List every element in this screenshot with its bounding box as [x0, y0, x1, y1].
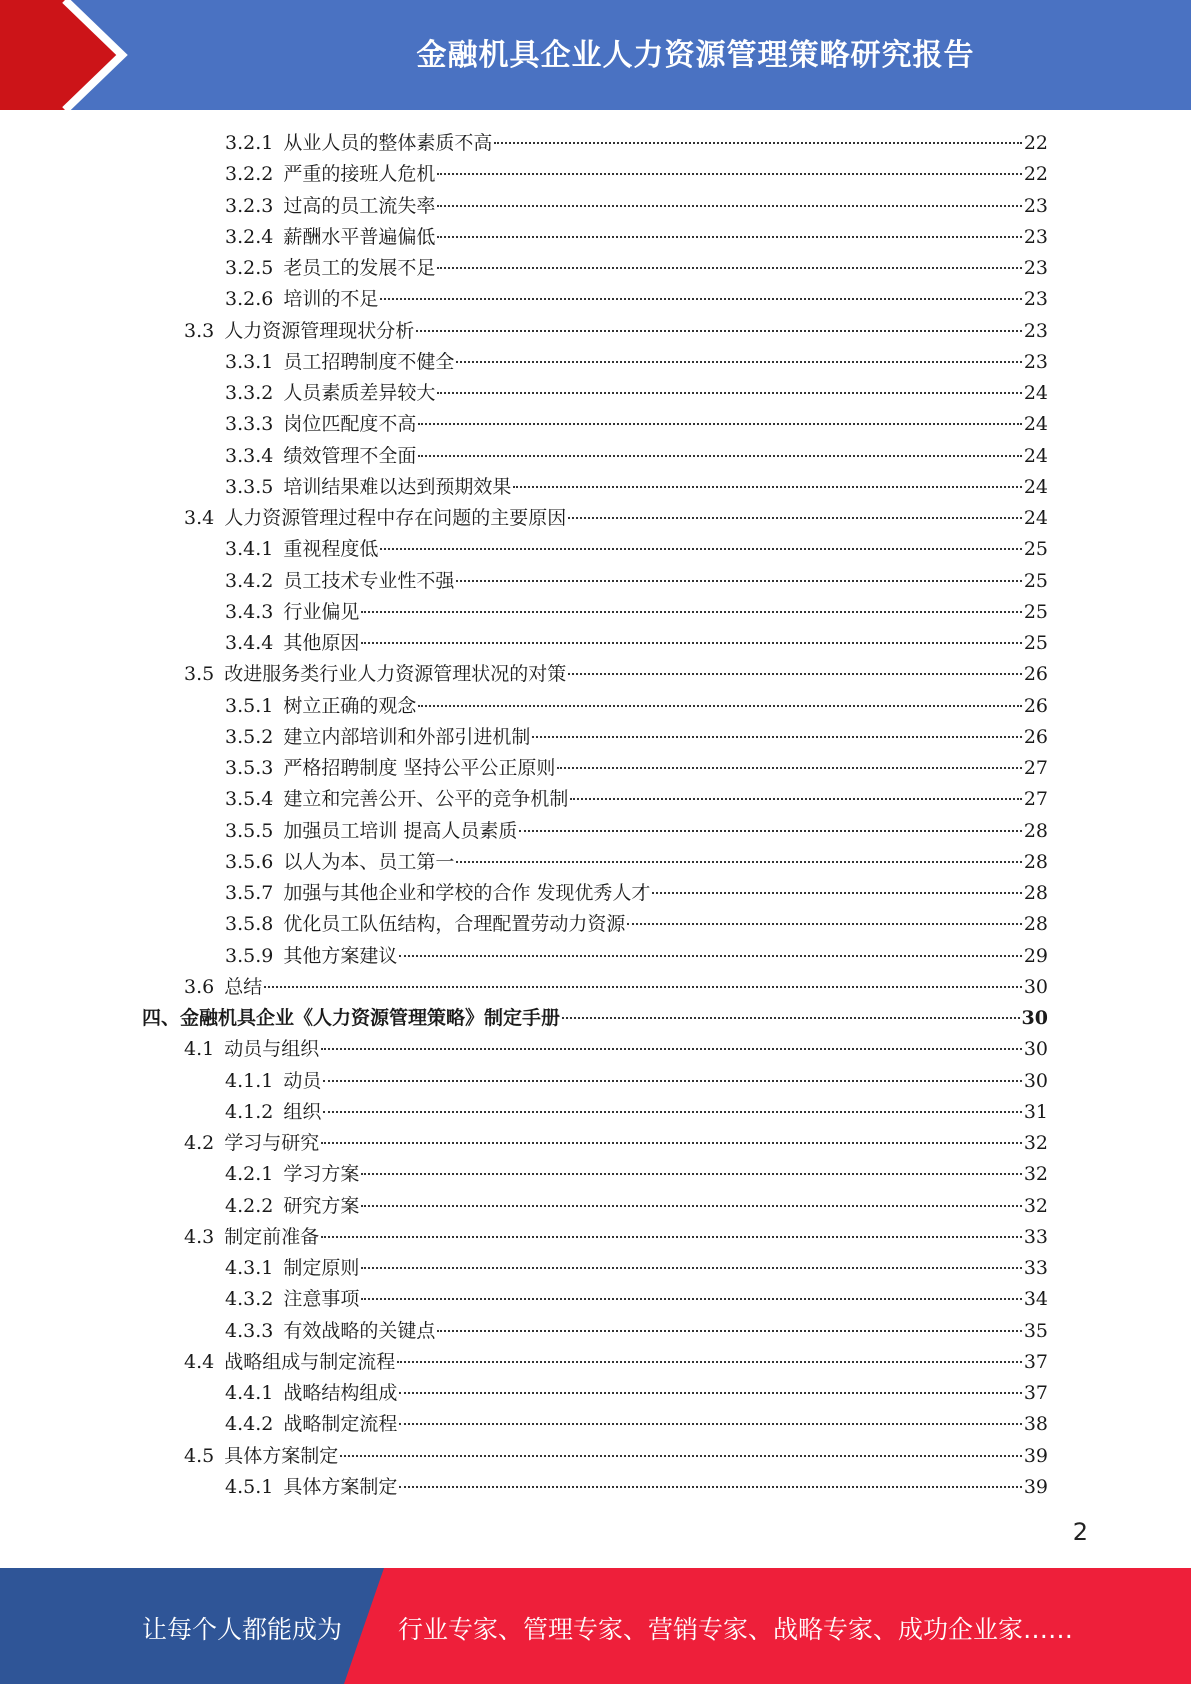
- toc-entry-page: 32: [1023, 1163, 1048, 1185]
- toc-dot-leader: [397, 1361, 1022, 1363]
- toc-dot-leader: [361, 642, 1021, 644]
- toc-dot-leader: [321, 1142, 1022, 1144]
- toc-entry[interactable]: [184, 1034, 1048, 1065]
- toc-entry-title: 人力资源管理过程中存在问题的主要原因: [224, 507, 567, 529]
- toc-entry[interactable]: [225, 378, 1048, 409]
- toc-entry[interactable]: [225, 409, 1048, 440]
- toc-entry-page: 26: [1023, 695, 1048, 717]
- toc-entry-page: 25: [1023, 538, 1048, 560]
- toc-dot-leader: [519, 830, 1021, 832]
- toc-dot-leader: [399, 1392, 1021, 1394]
- toc-entry-number: 3.2.1: [225, 132, 274, 154]
- toc-entry-number: 4.2.2: [225, 1195, 274, 1217]
- toc-dot-leader: [437, 205, 1021, 207]
- toc-entry-page: 24: [1023, 413, 1048, 435]
- toc-entry[interactable]: [225, 1253, 1048, 1284]
- toc-entry-number: 3.5.3: [225, 757, 274, 779]
- toc-entry-page: 28: [1023, 882, 1048, 904]
- toc-entry-title: 具体方案制定: [283, 1476, 398, 1498]
- toc-entry-number: 4.3: [184, 1226, 215, 1248]
- toc-dot-leader: [652, 892, 1021, 894]
- toc-entry-page: 33: [1023, 1257, 1048, 1279]
- toc-entry-title: 绩效管理不全面: [283, 445, 417, 467]
- toc-entry-page: 27: [1023, 757, 1048, 779]
- toc-entry-page: 37: [1023, 1382, 1048, 1404]
- toc-dot-leader: [494, 142, 1021, 144]
- toc-entry-title: 战略结构组成: [283, 1382, 398, 1404]
- toc-entry[interactable]: [184, 503, 1048, 534]
- page-number: 2: [1072, 1518, 1088, 1546]
- toc-entry-title: 改进服务类行业人力资源管理状况的对策: [224, 663, 567, 685]
- toc-entry-number: 3.3.5: [225, 476, 274, 498]
- toc-entry-number: 3.5: [184, 663, 215, 685]
- toc-entry-title: 制定前准备: [224, 1226, 320, 1248]
- toc-entry-number: 3.2.4: [225, 226, 274, 248]
- toc-entry-number: 3.5.7: [225, 882, 274, 904]
- toc-entry[interactable]: [225, 347, 1048, 378]
- toc-entry[interactable]: [225, 1472, 1048, 1503]
- toc-dot-leader: [437, 392, 1021, 394]
- toc-dot-leader: [562, 1017, 1020, 1019]
- toc-entry-page: 30: [1023, 1070, 1048, 1092]
- toc-dot-leader: [568, 673, 1022, 675]
- toc-entry-number: 3.2.2: [225, 163, 274, 185]
- toc-entry[interactable]: [225, 909, 1048, 940]
- toc-entry-number: 4.1: [184, 1038, 215, 1060]
- toc-entry-title: 员工技术专业性不强: [283, 570, 455, 592]
- toc-dot-leader: [399, 1486, 1021, 1488]
- toc-entry-number: 3.3.1: [225, 351, 274, 373]
- toc-dot-leader: [437, 267, 1021, 269]
- toc-entry-number: 3.6: [184, 976, 215, 998]
- toc-dot-leader: [264, 986, 1022, 988]
- toc-dot-leader: [380, 298, 1021, 300]
- toc-entry[interactable]: [225, 253, 1048, 284]
- report-title: 金融机具企业人力资源管理策略研究报告: [416, 38, 975, 73]
- toc-entry-page: 34: [1023, 1288, 1048, 1310]
- toc-entry-title: 研究方案: [283, 1195, 360, 1217]
- toc-entry-title: 培训结果难以达到预期效果: [283, 476, 512, 498]
- toc-entry-title: 建立和完善公开、公平的竞争机制: [283, 788, 569, 810]
- toc-entry-number: 3.4.4: [225, 632, 274, 654]
- toc-entry-title: 从业人员的整体素质不高: [283, 132, 493, 154]
- toc-entry-number: 3.2.6: [225, 288, 274, 310]
- toc-entry-title: 重视程度低: [283, 538, 379, 560]
- toc-entry[interactable]: [225, 222, 1048, 253]
- toc-dot-leader: [627, 923, 1021, 925]
- toc-entry-title: 过高的员工流失率: [283, 195, 436, 217]
- toc-entry[interactable]: [225, 784, 1048, 815]
- toc-entry-title: 人员素质差异较大: [283, 382, 436, 404]
- toc-dot-leader: [399, 1423, 1021, 1425]
- toc-entry-title: 员工招聘制度不健全: [283, 351, 455, 373]
- toc-entry-page: 23: [1023, 320, 1048, 342]
- toc-entry-title: 动员与组织: [224, 1038, 320, 1060]
- toc-dot-leader: [456, 361, 1021, 363]
- toc-entry-number: 3.4.3: [225, 601, 274, 623]
- toc-entry[interactable]: [225, 753, 1048, 784]
- toc-entry-page: 26: [1023, 663, 1048, 685]
- toc-entry-number: 4.3.3: [225, 1320, 274, 1342]
- toc-dot-leader: [361, 1298, 1021, 1300]
- toc-dot-leader: [532, 736, 1021, 738]
- toc-entry-title: 老员工的发展不足: [283, 257, 436, 279]
- toc-dot-leader: [557, 767, 1021, 769]
- toc-entry[interactable]: [225, 534, 1048, 565]
- toc-entry-number: 4.5: [184, 1445, 215, 1467]
- toc-entry-page: 35: [1023, 1320, 1048, 1342]
- toc-entry[interactable]: [142, 1003, 1048, 1034]
- toc-entry-page: 24: [1023, 445, 1048, 467]
- toc-entry-number: 3.5.5: [225, 820, 274, 842]
- toc-entry-number: 3.3.3: [225, 413, 274, 435]
- toc-entry-title: 有效战略的关键点: [283, 1320, 436, 1342]
- toc-entry-number: 3.5.6: [225, 851, 274, 873]
- toc-entry-number: 3.5.9: [225, 945, 274, 967]
- toc-dot-leader: [399, 955, 1021, 957]
- toc-entry-page: 30: [1023, 976, 1048, 998]
- toc-dot-leader: [380, 548, 1021, 550]
- toc-entry[interactable]: [225, 722, 1048, 753]
- page-header: [0, 0, 1191, 110]
- toc-entry[interactable]: [225, 597, 1048, 628]
- toc-entry[interactable]: [184, 1222, 1048, 1253]
- toc-entry-number: 3.5.1: [225, 695, 274, 717]
- page-footer: [0, 1568, 1191, 1684]
- toc-entry[interactable]: [225, 159, 1048, 190]
- toc-entry-number: 4.5.1: [225, 1476, 274, 1498]
- toc-entry-page: 27: [1023, 788, 1048, 810]
- toc-entry[interactable]: [225, 1159, 1048, 1190]
- toc-entry[interactable]: [184, 1441, 1048, 1472]
- toc-entry-title: 动员: [283, 1070, 322, 1092]
- toc-dot-leader: [361, 611, 1021, 613]
- toc-entry[interactable]: [225, 628, 1048, 659]
- toc-entry[interactable]: [225, 566, 1048, 597]
- toc-dot-leader: [418, 705, 1021, 707]
- toc-entry-number: 4.2: [184, 1132, 215, 1154]
- toc-entry[interactable]: [225, 691, 1048, 722]
- toc-entry[interactable]: [225, 1097, 1048, 1128]
- toc-entry-title: 战略制定流程: [283, 1413, 398, 1435]
- toc-entry-number: 3.4.2: [225, 570, 274, 592]
- toc-entry-page: 33: [1023, 1226, 1048, 1248]
- toc-entry-title: 优化员工队伍结构，合理配置劳动力资源: [283, 913, 626, 935]
- toc-entry-title: 战略组成与制定流程: [224, 1351, 396, 1373]
- toc-entry-title: 建立内部培训和外部引进机制: [283, 726, 531, 748]
- toc-entry-page: 24: [1023, 382, 1048, 404]
- toc-entry-title: 以人为本、员工第一: [283, 851, 455, 873]
- toc-entry-page: 29: [1023, 945, 1048, 967]
- toc-dot-leader: [570, 798, 1021, 800]
- toc-entry[interactable]: [225, 128, 1048, 159]
- toc-entry-page: 24: [1023, 476, 1048, 498]
- footer-slogan-left: 让每个人都能成为: [142, 1615, 343, 1644]
- toc-dot-leader: [418, 455, 1021, 457]
- toc-dot-leader: [323, 1080, 1021, 1082]
- footer-slogan-right: 行业专家、管理专家、营销专家、战略专家、成功企业家……: [398, 1615, 1074, 1644]
- toc-entry-number: 4.4: [184, 1351, 215, 1373]
- toc-entry-page: 22: [1023, 132, 1048, 154]
- toc-dot-leader: [416, 330, 1022, 332]
- toc-entry-number: 3.3: [184, 320, 215, 342]
- toc-entry-page: 31: [1023, 1101, 1048, 1123]
- toc-entry[interactable]: [184, 316, 1048, 347]
- toc-entry-title: 加强与其他企业和学校的合作 发现优秀人才: [283, 882, 651, 904]
- toc-entry[interactable]: [184, 659, 1048, 690]
- toc-entry-page: 28: [1023, 820, 1048, 842]
- toc-dot-leader: [437, 1330, 1021, 1332]
- toc-entry-title: 制定原则: [283, 1257, 360, 1279]
- toc-entry-number: 3.4.1: [225, 538, 274, 560]
- toc-entry-title: 培训的不足: [283, 288, 379, 310]
- toc-entry-title: 人力资源管理现状分析: [224, 320, 415, 342]
- toc-entry-number: 4.1.1: [225, 1070, 274, 1092]
- toc-dot-leader: [340, 1455, 1022, 1457]
- toc-entry-title: 岗位匹配度不高: [283, 413, 417, 435]
- toc-dot-leader: [513, 486, 1021, 488]
- toc-entry[interactable]: [225, 1378, 1048, 1409]
- toc-dot-leader: [361, 1267, 1021, 1269]
- toc-entry-number: 3.4: [184, 507, 215, 529]
- toc-entry-page: 25: [1023, 601, 1048, 623]
- toc-entry-title: 学习方案: [283, 1163, 360, 1185]
- toc-entry-page: 38: [1023, 1413, 1048, 1435]
- toc-dot-leader: [323, 1111, 1021, 1113]
- toc-entry-page: 32: [1023, 1132, 1048, 1154]
- toc-entry-page: 39: [1023, 1476, 1048, 1498]
- toc-entry-page: 30: [1021, 1007, 1048, 1029]
- toc-entry-title: 严格招聘制度 坚持公平公正原则: [283, 757, 556, 779]
- toc-entry-title: 薪酬水平普遍偏低: [283, 226, 436, 248]
- toc-entry-number: 3.3.2: [225, 382, 274, 404]
- toc-entry-title: 具体方案制定: [224, 1445, 339, 1467]
- toc-entry[interactable]: [225, 1409, 1048, 1440]
- toc-entry-page: 30: [1023, 1038, 1048, 1060]
- toc-dot-leader: [456, 861, 1021, 863]
- toc-dot-leader: [437, 236, 1021, 238]
- toc-entry-title: 总结: [224, 976, 263, 998]
- toc-entry-number: 3.5.4: [225, 788, 274, 810]
- toc-dot-leader: [321, 1048, 1022, 1050]
- toc-entry-number: 3.2.3: [225, 195, 274, 217]
- toc-entry-page: 23: [1023, 195, 1048, 217]
- toc-entry[interactable]: [225, 441, 1048, 472]
- toc-dot-leader: [456, 580, 1021, 582]
- toc-entry[interactable]: [225, 847, 1048, 878]
- toc-entry-title: 严重的接班人危机: [283, 163, 436, 185]
- toc-entry-title: 其他方案建议: [283, 945, 398, 967]
- toc-dot-leader: [568, 517, 1022, 519]
- toc-entry-page: 28: [1023, 851, 1048, 873]
- toc-entry-number: 4.1.2: [225, 1101, 274, 1123]
- toc-entry-number: 4.3.1: [225, 1257, 274, 1279]
- toc-entry-page: 28: [1023, 913, 1048, 935]
- toc-entry[interactable]: [225, 1191, 1048, 1222]
- toc-entry-title: 树立正确的观念: [283, 695, 417, 717]
- toc-entry[interactable]: [225, 191, 1048, 222]
- toc-entry-page: 24: [1023, 507, 1048, 529]
- toc-entry[interactable]: [184, 1128, 1048, 1159]
- toc-entry-number: 4.4.2: [225, 1413, 274, 1435]
- toc-entry-number: 3.5.2: [225, 726, 274, 748]
- toc-entry-title: 行业偏见: [283, 601, 360, 623]
- toc-entry-title: 学习与研究: [224, 1132, 320, 1154]
- toc-entry-number: 3.2.5: [225, 257, 274, 279]
- toc-entry-page: 23: [1023, 351, 1048, 373]
- toc-entry-number: 3.5.8: [225, 913, 274, 935]
- toc-entry-page: 25: [1023, 570, 1048, 592]
- toc-dot-leader: [437, 173, 1021, 175]
- toc-entry[interactable]: [225, 1066, 1048, 1097]
- header-chevron-icon: [0, 0, 160, 110]
- toc-entry-title: 四、金融机具企业《人力资源管理策略》制定手册: [142, 1007, 561, 1029]
- toc-dot-leader: [361, 1205, 1021, 1207]
- toc-entry[interactable]: [225, 284, 1048, 315]
- toc-entry-title: 其他原因: [283, 632, 360, 654]
- toc-entry-number: 4.4.1: [225, 1382, 274, 1404]
- toc-entry[interactable]: [184, 972, 1048, 1003]
- toc-entry[interactable]: [184, 1347, 1048, 1378]
- toc-entry-page: 22: [1023, 163, 1048, 185]
- toc-entry-page: 23: [1023, 288, 1048, 310]
- toc-entry-number: 3.3.4: [225, 445, 274, 467]
- toc-dot-leader: [361, 1173, 1021, 1175]
- toc-entry[interactable]: [225, 878, 1048, 909]
- toc-entry[interactable]: [225, 1316, 1048, 1347]
- toc-entry[interactable]: [225, 1284, 1048, 1315]
- toc-entry-title: 注意事项: [283, 1288, 360, 1310]
- toc-dot-leader: [321, 1236, 1022, 1238]
- toc-entry[interactable]: [225, 941, 1048, 972]
- toc-entry-title: 组织: [283, 1101, 322, 1123]
- toc-entry-page: 26: [1023, 726, 1048, 748]
- toc-entry-page: 25: [1023, 632, 1048, 654]
- toc-entry-page: 23: [1023, 226, 1048, 248]
- toc-entry-page: 32: [1023, 1195, 1048, 1217]
- toc-entry[interactable]: [225, 472, 1048, 503]
- toc-dot-leader: [418, 423, 1021, 425]
- toc-entry[interactable]: [225, 816, 1048, 847]
- toc-entry-page: 37: [1023, 1351, 1048, 1373]
- toc-entry-page: 39: [1023, 1445, 1048, 1467]
- toc-entry-title: 加强员工培训 提高人员素质: [283, 820, 518, 842]
- toc-entry-number: 4.3.2: [225, 1288, 274, 1310]
- toc-entry-number: 4.2.1: [225, 1163, 274, 1185]
- toc-entry-page: 23: [1023, 257, 1048, 279]
